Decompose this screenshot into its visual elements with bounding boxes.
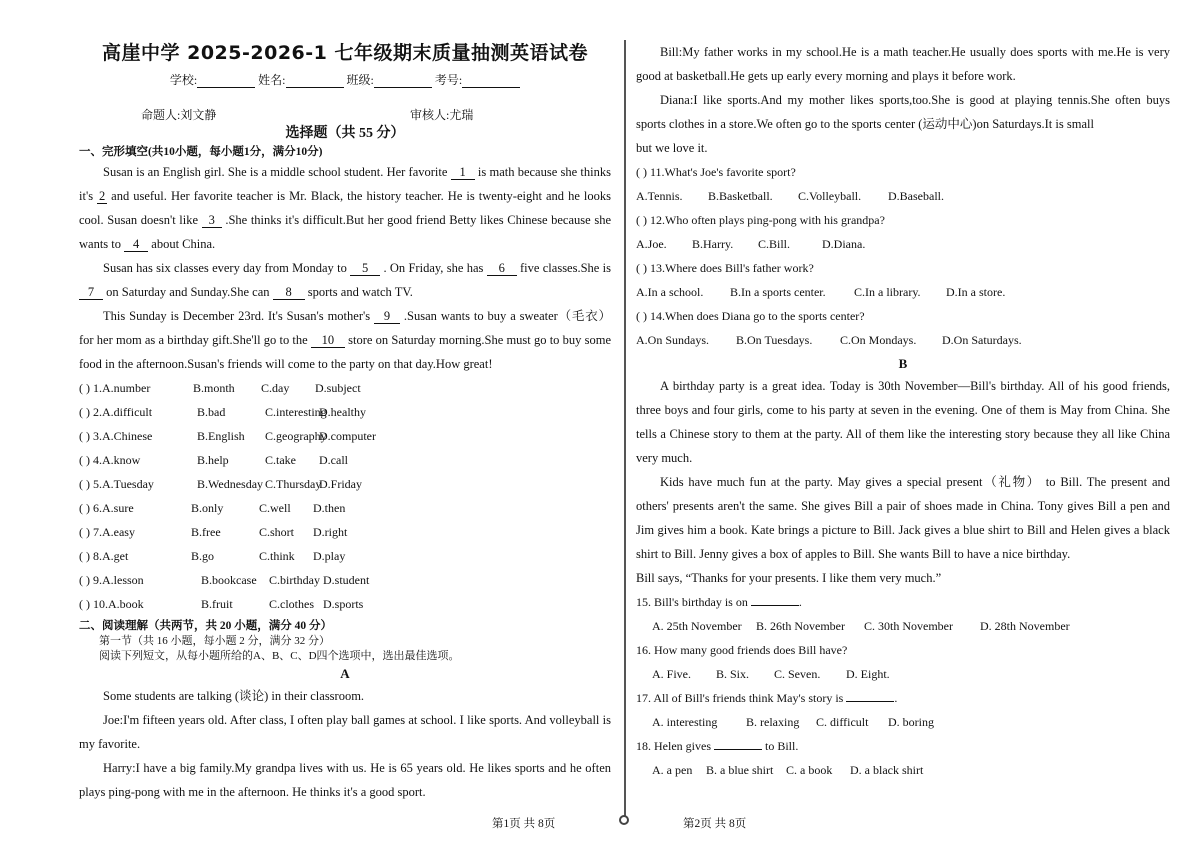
answer-option[interactable]: C.On Mondays. <box>840 333 917 347</box>
answer-option[interactable]: A. 25th November <box>652 619 742 633</box>
passage-a-diana: Diana:I like sports.And my mother likes sports,too.She is good at playing tennis.She often buys sports clothes in a store.We often go to the sports center (运动中心)on Saturdays.It is small <box>636 93 1170 131</box>
reading-question: ( ) 14.When does Diana go to the sports center? <box>636 309 865 323</box>
answer-option[interactable]: C.day <box>261 381 290 395</box>
answer-option[interactable]: C.Bill. <box>758 237 791 251</box>
passage-b-paragraph-2: Kids have much fun at the party. May gives a special present（礼物） to Bill. The present and others' presents aren't the same. She gives Bill a pair of shoes made in China. Tony gives Bill a pen and Jim gives him a book. Kate brings a picture to Bill. Jack gives a blue shirt to Bill and Helen gives a black shirt to Bill. Jenny gives a box of apples to Bill. She wants Bill to have a nice birthday. <box>636 475 1170 561</box>
answer-option[interactable]: D.right <box>313 525 348 539</box>
answer-option[interactable]: D.On Saturdays. <box>942 333 1022 347</box>
page-footer-left: 第1页 共 8页 <box>492 818 556 830</box>
answer-blank[interactable] <box>846 701 894 702</box>
question-number-option-a: ( ) 3.A.Chinese <box>79 429 153 443</box>
answer-option[interactable]: D.play <box>313 549 346 563</box>
answer-option[interactable]: D.Baseball. <box>888 189 944 203</box>
answer-option[interactable]: A.Tennis. <box>636 189 683 203</box>
answer-option[interactable]: C. difficult <box>816 715 869 729</box>
answer-option[interactable]: C. Seven. <box>774 667 821 681</box>
answer-option[interactable]: D.computer <box>319 429 376 443</box>
passage-b-questions <box>636 590 1170 782</box>
reviewer-label: 审核人:尤瑞 <box>410 108 474 122</box>
question-number-option-a: ( ) 7.A.easy <box>79 525 135 539</box>
answer-option[interactable]: B.help <box>197 453 229 467</box>
cloze-question-row[interactable] <box>79 520 611 544</box>
cloze-question-row[interactable] <box>79 424 611 448</box>
answer-option[interactable]: D.student <box>323 573 370 587</box>
passage-a-harry: Harry:I have a big family.My grandpa lives with us. He is 65 years old. He likes sports and he often plays ping-pong with me in the afternoon. He thinks it's a good sport. <box>79 761 611 799</box>
question-number-option-a: ( ) 2.A.difficult <box>79 405 153 419</box>
answer-option[interactable]: B.Basketball. <box>708 189 773 203</box>
section-title: 选择题（共 55 分） <box>285 126 405 141</box>
passage-a-questions <box>636 160 1170 352</box>
class-blank[interactable] <box>374 87 432 88</box>
answer-option[interactable]: B.only <box>191 501 224 515</box>
answer-option[interactable]: D.Friday <box>319 477 362 491</box>
answer-option[interactable]: C.Volleyball. <box>798 189 862 203</box>
answer-option[interactable]: B.free <box>191 525 221 539</box>
answer-option[interactable]: A. a pen <box>652 763 693 777</box>
answer-option[interactable]: C.short <box>259 525 295 539</box>
answer-option[interactable]: D.call <box>319 453 348 467</box>
answer-option[interactable]: B.bad <box>197 405 226 419</box>
authors-line <box>79 106 611 120</box>
passage-a-intro: Some students are talking (谈论) in their classroom. <box>103 689 365 703</box>
answer-option[interactable]: C.interesting <box>265 405 327 419</box>
answer-option[interactable]: C.think <box>259 549 295 563</box>
answer-option[interactable]: C. 30th November <box>864 619 953 633</box>
answer-option[interactable]: C.birthday <box>269 573 320 587</box>
answer-option[interactable]: D. boring <box>888 715 934 729</box>
question-number-option-a: ( ) 9.A.lesson <box>79 573 144 587</box>
answer-blank[interactable] <box>714 749 762 750</box>
cloze-question-row[interactable] <box>79 496 611 520</box>
answer-blank[interactable] <box>751 605 799 606</box>
question-number-option-a: ( ) 10.A.book <box>79 597 144 611</box>
part2-subheading: 第一节（共 16 小题，每小题 2 分，满分 32 分） <box>99 635 330 647</box>
reading-options-row <box>636 232 1170 256</box>
answer-option[interactable]: D. 28th November <box>980 619 1070 633</box>
passage-a-bill: Bill:My father works in my school.He is a math teacher.He usually does sports with me.He is very good at basketball.He gets up early every morning and plays it before work. <box>636 45 1170 83</box>
answer-option[interactable]: C.geography <box>265 429 327 443</box>
cloze-question-row[interactable] <box>79 544 611 568</box>
reading-options-row <box>636 758 1170 782</box>
reading-question: 16. How many good friends does Bill have? <box>636 643 848 657</box>
answer-option[interactable]: D.healthy <box>319 405 366 419</box>
exam-number-blank[interactable] <box>462 87 520 88</box>
passage-b-paragraph-3: Bill says, “Thanks for your presents. I like them very much.” <box>636 571 942 585</box>
answer-option[interactable]: D. Eight. <box>846 667 890 681</box>
passage-a-diana-end: but we love it. <box>636 141 708 155</box>
answer-option[interactable]: D.then <box>313 501 346 515</box>
reading-options-row <box>636 662 1170 686</box>
reading-options-row <box>636 184 1170 208</box>
cloze-question-row[interactable] <box>79 568 611 592</box>
part2-instruction: 阅读下列短文，从每小题所给的A、B、C、D四个选项中，选出最佳选项。 <box>99 650 460 662</box>
passage-a-joe: Joe:I'm fifteen years old. After class, I often play ball games at school. I like sports. And volleyball is my favorite. <box>79 713 611 751</box>
school-blank[interactable] <box>197 87 255 88</box>
cloze-question-row[interactable] <box>79 376 611 400</box>
reading-question: ( ) 12.Who often plays ping-pong with his grandpa? <box>636 213 885 227</box>
answer-option[interactable]: D.In a store. <box>946 285 1006 299</box>
answer-option[interactable]: B.go <box>191 549 215 563</box>
answer-option[interactable]: B. Six. <box>716 667 750 681</box>
answer-option[interactable]: B.In a sports center. <box>730 285 826 299</box>
answer-option[interactable]: A.In a school. <box>636 285 704 299</box>
reading-question: ( ) 11.What's Joe's favorite sport? <box>636 165 796 179</box>
reading-question: 18. Helen gives to Bill. <box>636 739 799 753</box>
answer-option[interactable]: C. a book <box>786 763 833 777</box>
answer-option[interactable]: A.On Sundays. <box>636 333 710 347</box>
question-number-option-a: ( ) 8.A.get <box>79 549 129 563</box>
cloze-options-list <box>79 376 611 616</box>
name-blank[interactable] <box>286 87 344 88</box>
exam-title: 高崖中学 2025-2026-1 七年级期末质量抽测英语试卷 <box>102 42 588 64</box>
answer-option[interactable]: B.month <box>193 381 235 395</box>
answer-option[interactable]: C.In a library. <box>854 285 921 299</box>
passage-b-paragraph-1: A birthday party is a great idea. Today is 30th November—Bill's birthday. All of his good friends, three boys and four girls, come to his party at seven in the evening. One of them is May from China. She tells a Chinese story to them at the party. All of them like the interesting story because they all like China very much. <box>636 379 1170 465</box>
cloze-question-row[interactable] <box>79 592 611 616</box>
page-footer-right: 第2页 共 8页 <box>683 818 747 830</box>
reading-question: 15. Bill's birthday is on . <box>636 595 802 609</box>
answer-option[interactable]: A. Five. <box>652 667 691 681</box>
passage-b-letter: B <box>898 356 908 371</box>
answer-option[interactable]: B.Harry. <box>692 237 734 251</box>
answer-option[interactable]: B.English <box>197 429 245 443</box>
cloze-paragraph-2: Susan has six classes every day from Monday to 5 . On Friday, she has 6 five classes.She is 7 on Saturday and Sunday.She can 8 sports and watch TV. <box>79 256 611 304</box>
question-number-option-a: ( ) 5.A.Tuesday <box>79 477 154 491</box>
answer-option[interactable]: B.On Tuesdays. <box>736 333 813 347</box>
question-number-option-a: ( ) 6.A.sure <box>79 501 134 515</box>
student-info-line: 学校: 姓名: 班级: 考号: <box>79 71 611 88</box>
answer-option[interactable]: C.Thursday <box>265 477 322 491</box>
answer-option[interactable]: B.bookcase <box>201 573 257 587</box>
answer-option[interactable]: B. relaxing <box>746 715 800 729</box>
cloze-question-row[interactable] <box>79 400 611 424</box>
answer-option[interactable]: B.Wednesday <box>197 477 264 491</box>
author-label: 命题人:刘文静 <box>141 108 217 122</box>
question-number-option-a: ( ) 4.A.know <box>79 453 141 467</box>
answer-option[interactable]: A. interesting <box>652 715 718 729</box>
reading-options-row <box>636 614 1170 638</box>
answer-option[interactable]: C.clothes <box>269 597 314 611</box>
answer-option[interactable]: B. a blue shirt <box>706 763 774 777</box>
page-right <box>628 0 1200 849</box>
cloze-question-row[interactable] <box>79 472 611 496</box>
cloze-question-row[interactable] <box>79 448 611 472</box>
answer-option[interactable]: C.well <box>259 501 291 515</box>
answer-option[interactable]: D. a black shirt <box>850 763 924 777</box>
answer-option[interactable]: C.take <box>265 453 296 467</box>
reading-options-row <box>636 280 1170 304</box>
answer-option[interactable]: D.sports <box>323 597 364 611</box>
passage-a-letter: A <box>340 666 350 681</box>
answer-option[interactable]: D.subject <box>315 381 361 395</box>
question-number-option-a: ( ) 1.A.number <box>79 381 151 395</box>
cloze-paragraph-3: This Sunday is December 23rd. It's Susan's mother's 9 .Susan wants to buy a sweater（毛衣） for her mom as a birthday gift.She'll go to the 10 store on Saturday morning.She must go to buy some food in the afternoon.Susan's friends will come to the party on that day.How great! <box>79 309 611 371</box>
part2-heading: 二、阅读理解（共两节，共 20 小题，满分 40 分） <box>79 620 332 632</box>
reading-question: ( ) 13.Where does Bill's father work? <box>636 261 814 275</box>
answer-option[interactable]: D.Diana. <box>822 237 866 251</box>
reading-question: 17. All of Bill's friends think May's story is . <box>636 691 898 705</box>
answer-option[interactable]: B. 26th November <box>756 619 845 633</box>
part1-heading: 一、完形填空(共10小题，每小题1分，满分10分) <box>79 146 323 158</box>
answer-option[interactable]: B.fruit <box>201 597 233 611</box>
reading-options-row <box>636 328 1170 352</box>
reading-options-row <box>636 710 1170 734</box>
answer-option[interactable]: A.Joe. <box>636 237 667 251</box>
cloze-paragraph-1: Susan is an English girl. She is a middle school student. Her favorite 1 is math because she thinks it's 2 and useful. Her favorite teacher is Mr. Black, the history teacher. He is twenty-eight and he looks cool. Susan doesn't like 3 .She thinks it's difficult.But her good friend Betty likes Chinese because she wants to 4 about China. <box>79 165 611 251</box>
